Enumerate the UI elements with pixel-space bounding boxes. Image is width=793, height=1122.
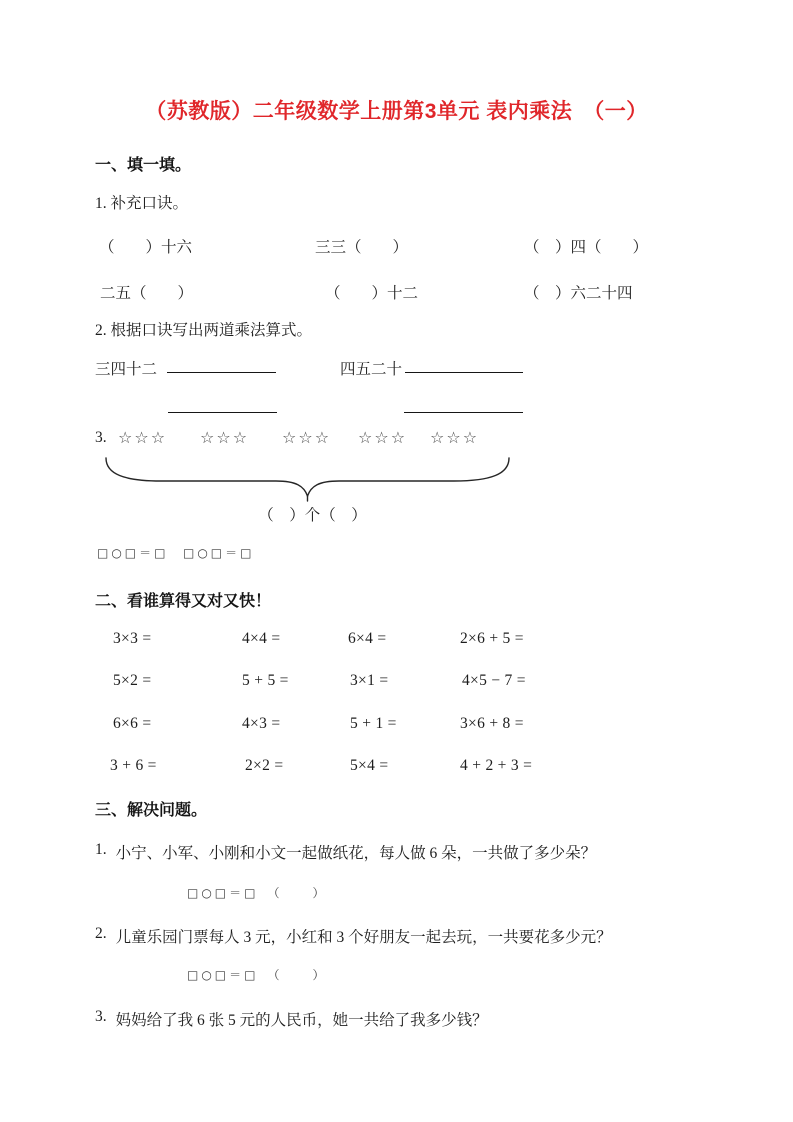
answer-line: [167, 372, 276, 373]
equation-blank: □○□＝□ （ ）: [187, 968, 328, 982]
q1-blank: （ ）十六: [99, 239, 193, 256]
q2-rhyme: 三四十二: [95, 361, 158, 378]
calc-item: 5 + 1 =: [350, 715, 397, 732]
answer-line: [404, 412, 523, 413]
star-group: ☆☆☆: [430, 428, 480, 447]
calc-item: 4×4 =: [242, 630, 281, 647]
equation-blank: □○□＝□: [183, 546, 255, 560]
calc-item: 3×6 + 8 =: [460, 715, 524, 732]
calc-item: 3 + 6 =: [110, 757, 157, 774]
problem-number: 3.: [95, 1008, 107, 1025]
brace-label: （ ）个（ ）: [258, 507, 367, 524]
problem-text: 小宁、小军、小刚和小文一起做纸花，每人做 6 朵，一共做了多少朵？: [115, 845, 597, 862]
calc-item: 5×2 =: [113, 672, 152, 689]
word-problem: [95, 925, 735, 947]
calc-item: 6×4 =: [348, 630, 387, 647]
calc-item: 2×2 =: [245, 757, 284, 774]
calc-item: 3×1 =: [350, 672, 389, 689]
calc-item: 4 + 2 + 3 =: [460, 757, 533, 774]
calc-item: 5×4 =: [350, 757, 389, 774]
problem-number: 2.: [95, 925, 107, 942]
problem-text: 妈妈给了我 6 张 5 元的人民币，她一共给了我多少钱？: [115, 1012, 488, 1029]
q1-blank: （ ）四（ ）: [524, 239, 649, 256]
calc-item: 6×6 =: [113, 715, 152, 732]
star-group: ☆☆☆: [200, 428, 250, 447]
problem-text: 儿童乐园门票每人 3 元，小红和 3 个好朋友一起去玩，一共要花多少元？: [115, 929, 612, 946]
answer-line: [168, 412, 277, 413]
q1-blank: 二五（ ）: [100, 285, 194, 302]
word-problem: [95, 1008, 735, 1030]
calc-item: 5 + 5 =: [242, 672, 289, 689]
section-2-heading: 二、看谁算得又对又快！: [95, 593, 272, 610]
problem-number: 1.: [95, 841, 107, 858]
worksheet-title: （苏教版）二年级数学上册第3单元 表内乘法 （一）: [145, 100, 648, 123]
q1-blank: （ ）六二十四: [524, 285, 633, 302]
star-group: ☆☆☆: [282, 428, 332, 447]
section-3-heading: 三、解决问题。: [95, 802, 208, 819]
equation-blank: □○□＝□ （ ）: [187, 886, 328, 900]
q3-number: 3.: [95, 429, 107, 446]
equation-blank: □○□＝□: [97, 546, 169, 560]
curly-brace-icon: [104, 456, 511, 502]
answer-line: [405, 372, 523, 373]
q1-blank: 三三（ ）: [315, 239, 409, 256]
star-group: ☆☆☆: [358, 428, 408, 447]
calc-item: 4×5 − 7 =: [462, 672, 526, 689]
section-1-heading: 一、填一填。: [95, 157, 192, 174]
q2-label: 2. 根据口诀写出两道乘法算式。: [95, 322, 313, 339]
q1-blank: （ ）十二: [325, 285, 419, 302]
star-group: ☆☆☆: [118, 428, 168, 447]
calc-item: 4×3 =: [242, 715, 281, 732]
calc-item: 2×6 + 5 =: [460, 630, 524, 647]
calc-item: 3×3 =: [113, 630, 152, 647]
q2-rhyme: 四五二十: [340, 361, 403, 378]
word-problem: [95, 841, 735, 863]
q1-label: 1. 补充口诀。: [95, 195, 189, 212]
